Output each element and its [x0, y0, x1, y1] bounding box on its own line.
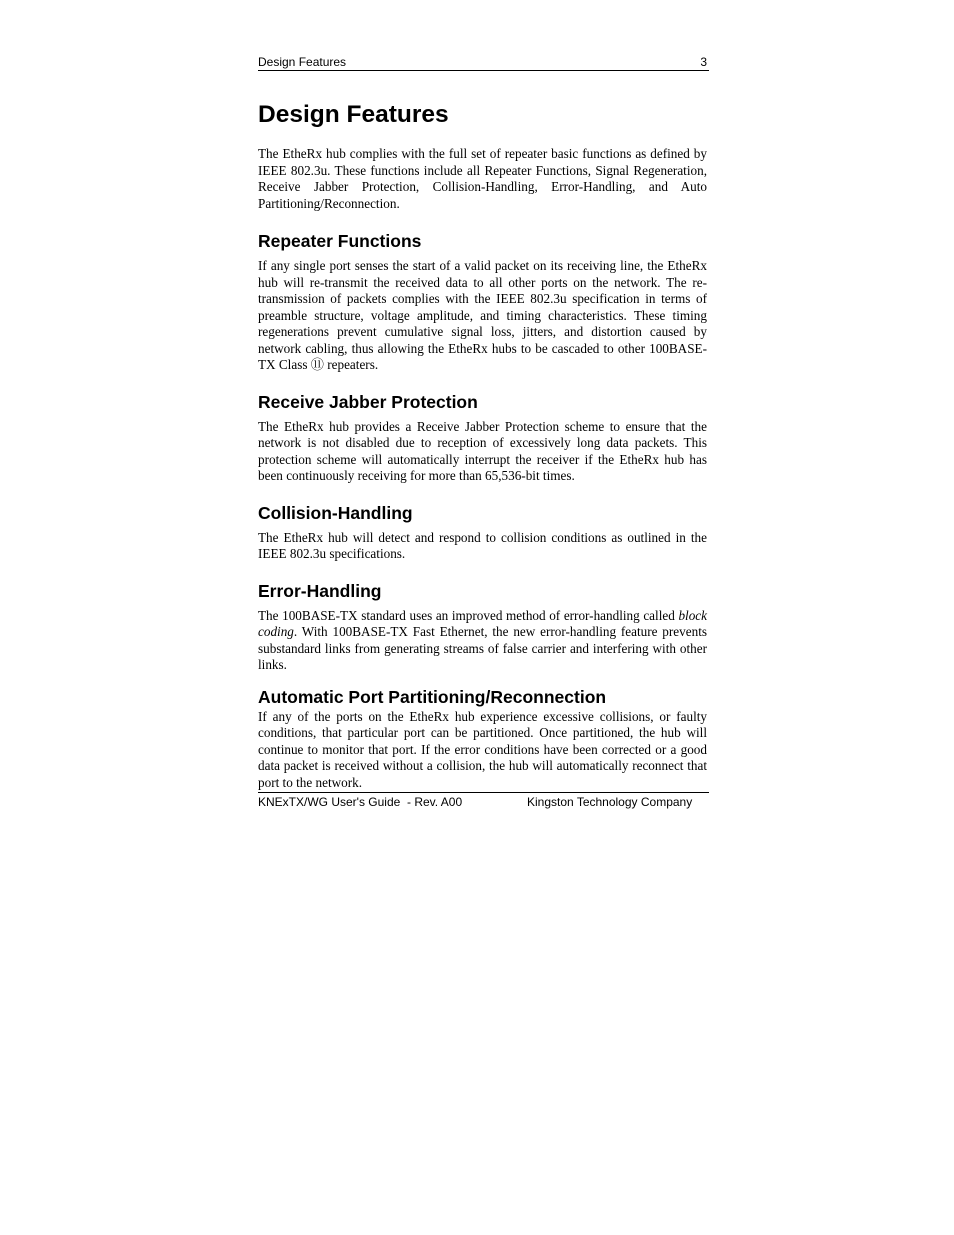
page-number: 3 [700, 55, 707, 69]
section-heading-automatic-port-partitioning: Automatic Port Partitioning/Reconnection [258, 686, 607, 707]
section-body-repeater-functions: If any single port senses the start of a valid packet on its receiving line, the EtheRx hub will re-transmit the received data to all other ports on the network. The re-transmission of packets complies with the IEEE 802.3u specification in terms of preamble structure, voltage amplitude, and timing characteristics. These timing regenerations prevent cumulative signal loss, jitters, and distortion caused by network cabling, thus allowing the EtheRx hubs to be cascaded to other 100BASE-TX Class ⑪ repeaters. [258, 258, 707, 372]
section-body-automatic-port-partitioning: If any of the ports on the EtheRx hub experience excessive collisions, or faulty conditions, that particular port can be partitioned. Once partitioned, the hub will continue to monitor that port. If the error conditions have been corrected or a good data packet is received without a collision, the hub will automatically reconnect that port to the network. [258, 708, 707, 790]
running-header [258, 56, 709, 71]
error-handling-text-end: . With 100BASE-TX Fast Ethernet, the new error-handling feature prevents substandard links from generating streams of false carrier and interfering with other links. [258, 624, 707, 672]
main-content [258, 100, 707, 801]
section-body-collision-handling: The EtheRx hub will detect and respond to collision conditions as outlined in the IEEE 802.3u specifications. [258, 529, 707, 561]
intro-paragraph: The EtheRx hub complies with the full set of repeater basic functions as defined by IEEE 802.3u. These functions include all Repeater Functions, Signal Regeneration, Receive Jabber Protection, Collision-Handling, Error-Handling, and Auto Partitioning/Reconnection. [258, 146, 707, 211]
section-heading-receive-jabber-protection: Receive Jabber Protection [258, 391, 478, 412]
footer-guide-title: KNExTX/WG User's Guide - Rev. A00 [258, 795, 463, 809]
footer-company: Kingston Technology Company [527, 795, 693, 809]
section-body-receive-jabber-protection: The EtheRx hub provides a Receive Jabber Protection scheme to ensure that the network is not disabled due to reception of excessively long data packets. This protection scheme will automatically interrupt the receiver if the EtheRx hub has been continuously receiving for more than 65,536-bit times. [258, 418, 707, 483]
header-title: Design Features [258, 55, 347, 69]
error-handling-italic-term: block coding [258, 607, 707, 639]
error-handling-text-start: The 100BASE-TX standard uses an improved method of error-handling called [258, 607, 679, 623]
page-title: Design Features [258, 101, 449, 128]
running-footer [258, 792, 709, 809]
section-heading-repeater-functions: Repeater Functions [258, 231, 422, 251]
section-body-error-handling [258, 608, 707, 674]
section-heading-error-handling: Error-Handling [258, 580, 382, 601]
section-heading-collision-handling: Collision-Handling [258, 502, 413, 523]
